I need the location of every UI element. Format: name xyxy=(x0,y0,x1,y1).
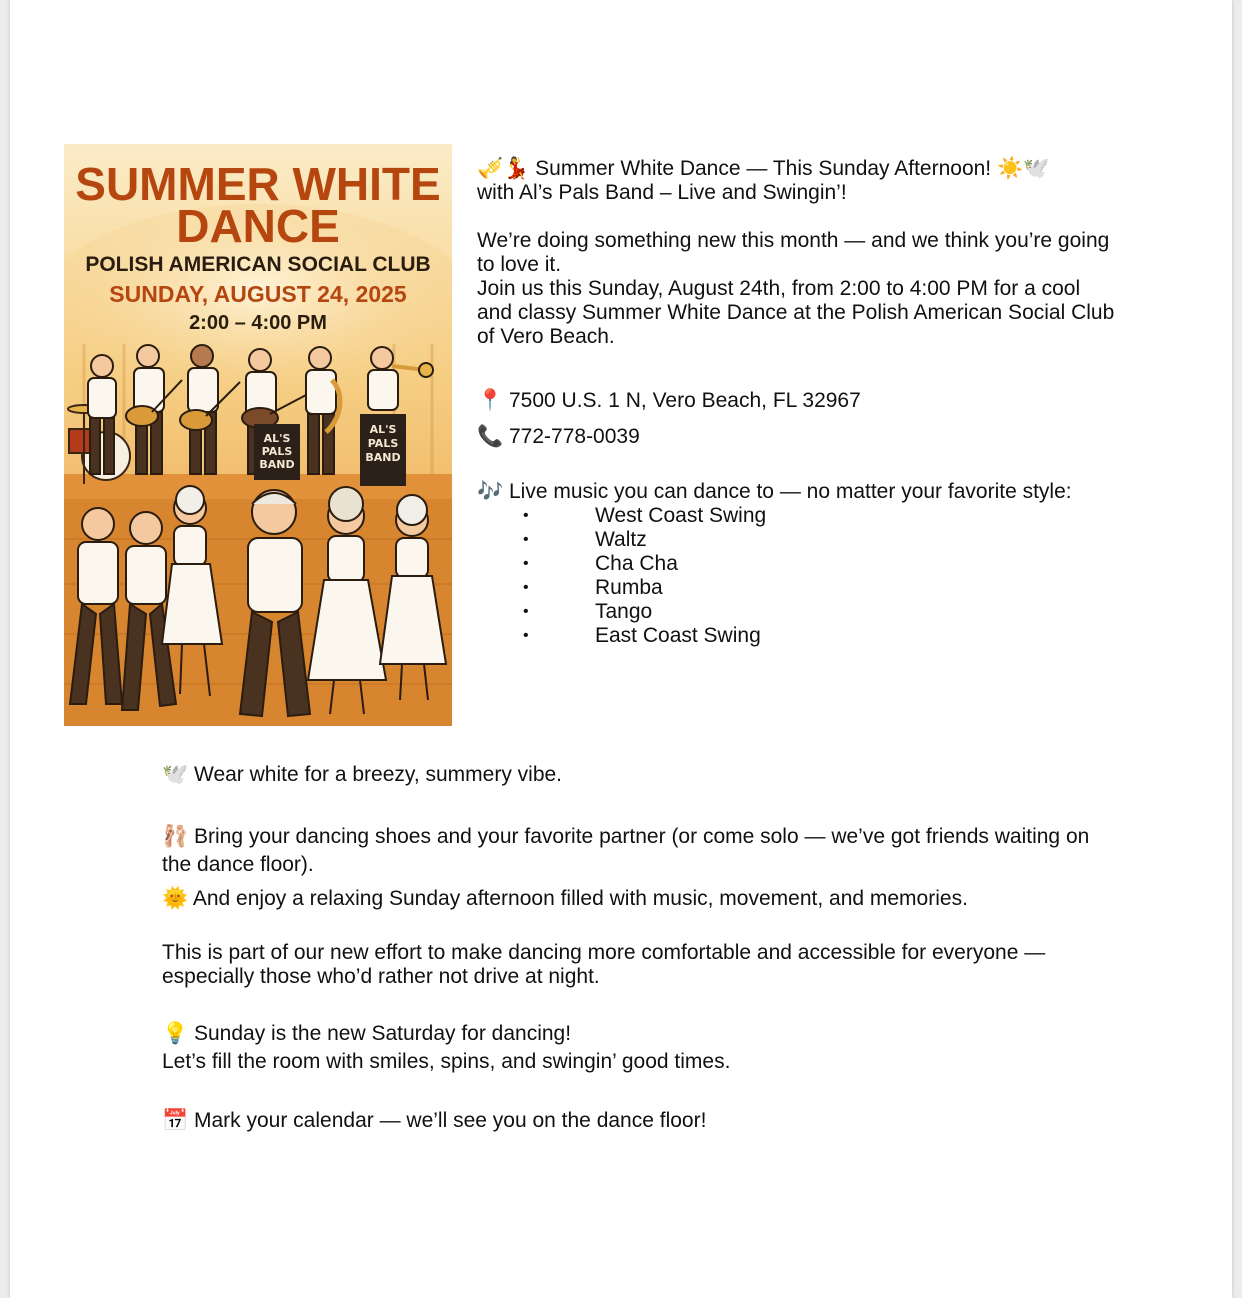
effort-paragraph: This is part of our new effort to make dancing more comfortable and accessible for everyone — especially those who’d rather not drive at night. xyxy=(162,941,1046,988)
band-sign-left xyxy=(254,424,300,480)
details-section xyxy=(162,760,1092,1135)
svg-text:BAND: BAND xyxy=(365,451,401,464)
music-notes-icon: 🎶 xyxy=(477,479,504,503)
poster-time: 2:00 – 4:00 PM xyxy=(189,312,327,334)
trumpet-dancer-icon: 🎺💃 xyxy=(477,156,530,180)
svg-text:AL'S: AL'S xyxy=(263,432,291,445)
poster-date: SUNDAY, AUGUST 24, 2025 xyxy=(109,281,407,307)
event-poster xyxy=(64,144,452,726)
svg-text:BAND: BAND xyxy=(259,458,295,471)
document-page xyxy=(10,0,1232,1298)
list-item: • Tango xyxy=(523,600,653,623)
list-item: • East Coast Swing xyxy=(523,624,761,647)
band-sign-right xyxy=(360,414,406,486)
calendar-icon: 📅 xyxy=(162,1108,189,1132)
sunday-line: 💡 Sunday is the new Saturday for dancing! xyxy=(162,1021,572,1045)
sun-dove-icon: ☀️🕊️ xyxy=(996,156,1050,180)
subheadline: with Al’s Pals Band – Live and Swingin’! xyxy=(477,181,847,204)
phone-line xyxy=(477,418,1117,454)
list-item: • West Coast Swing xyxy=(523,504,767,527)
svg-text:PALS: PALS xyxy=(261,445,293,458)
intro-paragraph-1: We’re doing something new this month — and we think you’re going to love it. xyxy=(477,229,1110,276)
address-line xyxy=(477,382,1117,418)
poster-title-line1: SUMMER WHITE xyxy=(75,158,441,210)
dance-styles-list xyxy=(477,504,1117,648)
address-text: 7500 U.S. 1 N, Vero Beach, FL 32967 xyxy=(509,389,861,412)
announcement-column xyxy=(477,156,1117,648)
headline-text: Summer White Dance — This Sunday Afternoon! xyxy=(535,157,992,180)
list-item: • Rumba xyxy=(523,576,663,599)
calendar-line: 📅 Mark your calendar — we’ll see you on the dance floor! xyxy=(162,1108,707,1132)
svg-text:AL'S: AL'S xyxy=(369,423,397,436)
music-line xyxy=(477,479,1117,504)
lightbulb-icon: 💡 xyxy=(162,1021,189,1045)
list-item: • Cha Cha xyxy=(523,552,678,575)
dancing-shoes-line: 🩰 Bring your dancing shoes and your favorite partner (or come solo — we’ve got friends waiting on the dance floor). xyxy=(162,824,1090,876)
enjoy-line: 🌞 And enjoy a relaxing Sunday afternoon filled with music, movement, and memories. xyxy=(162,886,968,910)
sun-face-icon: 🌞 xyxy=(162,886,189,910)
fill-room-line: Let’s fill the room with smiles, spins, and swingin’ good times. xyxy=(162,1050,731,1073)
phone-text: 772-778-0039 xyxy=(509,425,640,448)
dove-icon: 🕊️ xyxy=(162,762,189,786)
poster-title-line2: DANCE xyxy=(176,200,340,252)
wear-white-line: 🕊️ Wear white for a breezy, summery vibe. xyxy=(162,762,563,786)
music-text: Live music you can dance to — no matter your favorite style: xyxy=(509,480,1072,503)
phone-icon: 📞 xyxy=(477,424,504,448)
pin-icon: 📍 xyxy=(477,388,504,412)
headline xyxy=(477,156,1117,181)
ballet-shoes-icon: 🩰 xyxy=(162,824,189,848)
poster-club: POLISH AMERICAN SOCIAL CLUB xyxy=(85,253,431,276)
svg-text:PALS: PALS xyxy=(367,437,399,450)
list-item: • Waltz xyxy=(523,528,647,551)
poster-illustration xyxy=(64,144,452,726)
intro-paragraph-2: Join us this Sunday, August 24th, from 2:00 to 4:00 PM for a cool and classy Summer White Dance at the Polish American Social Club of Vero Beach. xyxy=(477,277,1115,348)
